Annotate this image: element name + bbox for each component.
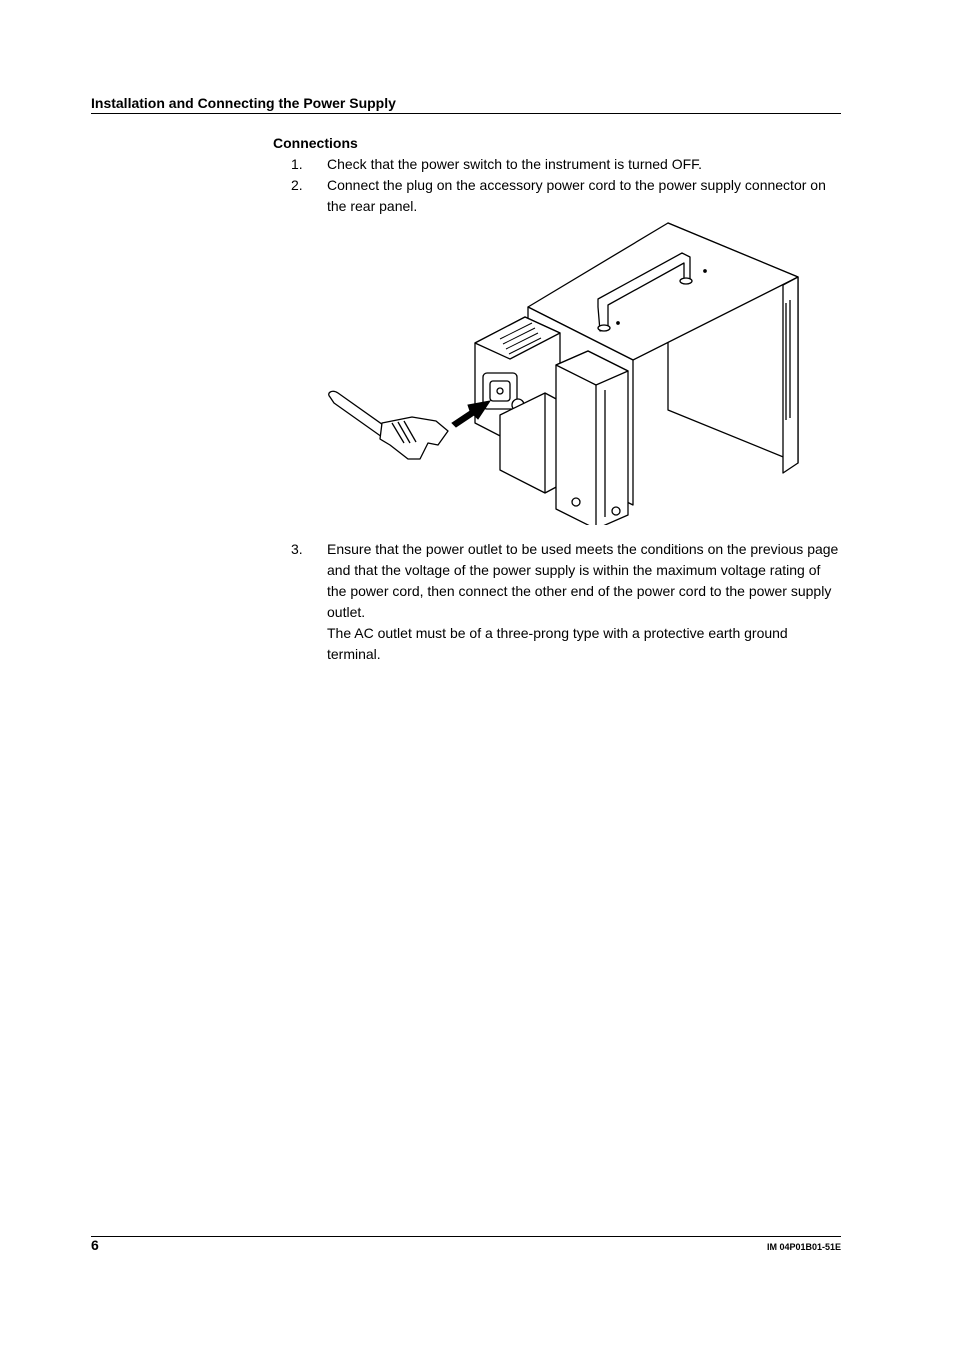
header-divider <box>91 113 841 114</box>
step-text-block <box>327 539 841 665</box>
step-number: 3. <box>291 541 303 557</box>
step-text: Check that the power switch to the instrument is turned OFF. <box>327 156 703 172</box>
step-1 <box>291 154 841 175</box>
step-text: Ensure that the power outlet to be used meets the conditions on the previous page and that the voltage of the power supply is within the maximum voltage rating of the power cord, then connect the other end of the power cord to the power supply outlet. <box>327 541 839 620</box>
step-note: The AC outlet must be of a three-prong type with a protective earth ground terminal. <box>327 625 788 662</box>
step-3 <box>291 539 841 665</box>
footer-divider <box>91 1236 841 1237</box>
running-header-title: Installation and Connecting the Power Supply <box>91 95 396 111</box>
step-number: 2. <box>291 177 303 193</box>
step-number: 1. <box>291 156 303 172</box>
power-cord <box>329 391 386 437</box>
document-code: IM 04P01B01-51E <box>766 1242 841 1252</box>
step-2 <box>291 175 841 217</box>
section-heading: Connections <box>273 135 358 151</box>
page-number: 6 <box>91 1237 99 1253</box>
power-cord-connection-illustration <box>320 215 810 525</box>
step-text: Connect the plug on the accessory power cord to the power supply connector on the rear panel. <box>327 177 826 214</box>
